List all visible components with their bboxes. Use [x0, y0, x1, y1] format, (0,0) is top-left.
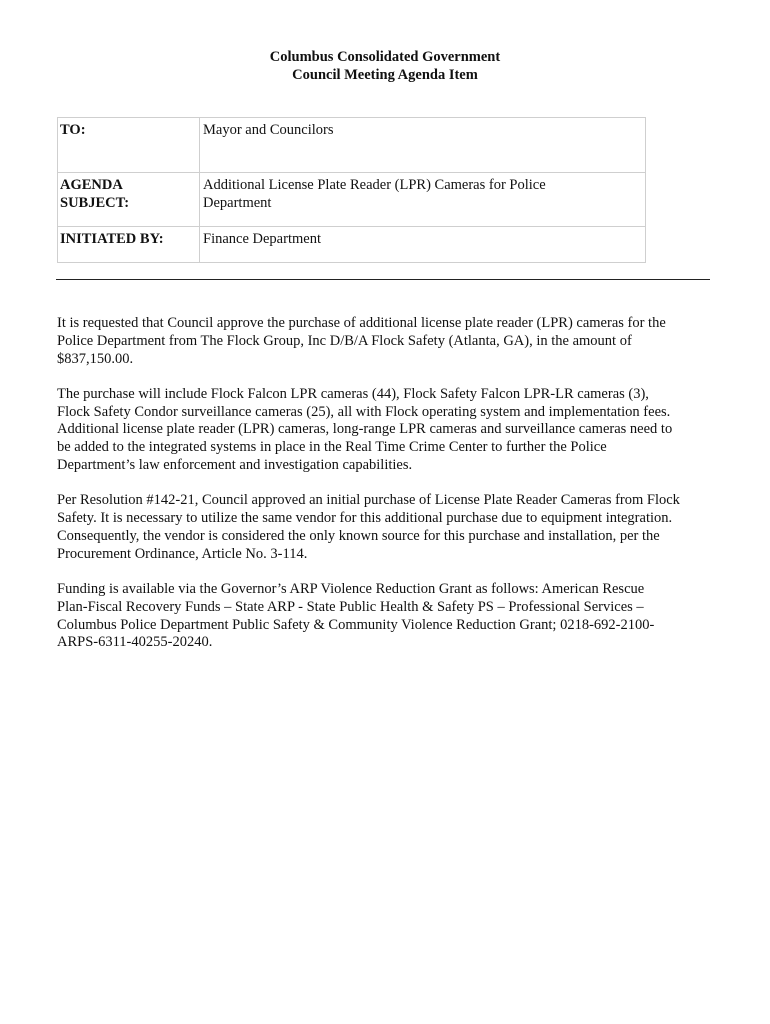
table-row-to [58, 118, 646, 173]
document-header [0, 48, 770, 84]
to-value: Mayor and Councilors [200, 118, 646, 173]
to-label: TO: [58, 118, 200, 173]
document-title: Council Meeting Agenda Item [292, 67, 478, 83]
initiated-by-value: Finance Department [200, 227, 646, 263]
paragraph-purchase-details: The purchase will include Flock Falcon LPR cameras (44), Flock Safety Falcon LPR-LR cameras (3), Flock Safety Condor surveillance cameras (25), all with Flock operating system and implementation fees. Additional license plate reader (LPR) cameras, long-range LPR cameras and surveillance cameras need to be added to the integrated systems in place in the Real Time Crime Center to further the Police Department’s law enforcement and investigation capabilities. [57, 385, 673, 474]
table-row-agenda-subject [58, 173, 646, 227]
table-row-initiated-by [58, 227, 646, 263]
agenda-subject-label: AGENDA SUBJECT: [58, 173, 200, 227]
agenda-subject-value: Additional License Plate Reader (LPR) Cameras for Police Department [200, 173, 646, 227]
organization-title: Columbus Consolidated Government [269, 49, 501, 65]
initiated-by-label: INITIATED BY: [58, 227, 200, 263]
paragraph-request: It is requested that Council approve the purchase of additional license plate reader (LPR) cameras for the Police Department from The Flock Group, Inc D/B/A Flock Safety (Atlanta, GA), in the amount of $837,150.00. [57, 315, 666, 367]
paragraph-funding: Funding is available via the Governor’s ARP Violence Reduction Grant as follows: American Rescue Plan-Fiscal Recovery Funds – State ARP - State Public Health & Safety PS – Professional Services – Columbus Police Department Public Safety & Community Violence Reduction Grant; 0218-692-2100- ARPS-6311-40255-20240. [57, 581, 655, 651]
agenda-info-table [57, 117, 646, 263]
horizontal-divider [56, 279, 710, 280]
document-body [57, 315, 717, 670]
paragraph-resolution: Per Resolution #142-21, Council approved an initial purchase of License Plate Reader Cameras from Flock Safety. It is necessary to utilize the same vendor for this additional purchase due to equipment integration. Consequently, the vendor is considered the only known source for this purchase and installation, per the Procurement Ordinance, Article No. 3-114. [57, 492, 680, 562]
